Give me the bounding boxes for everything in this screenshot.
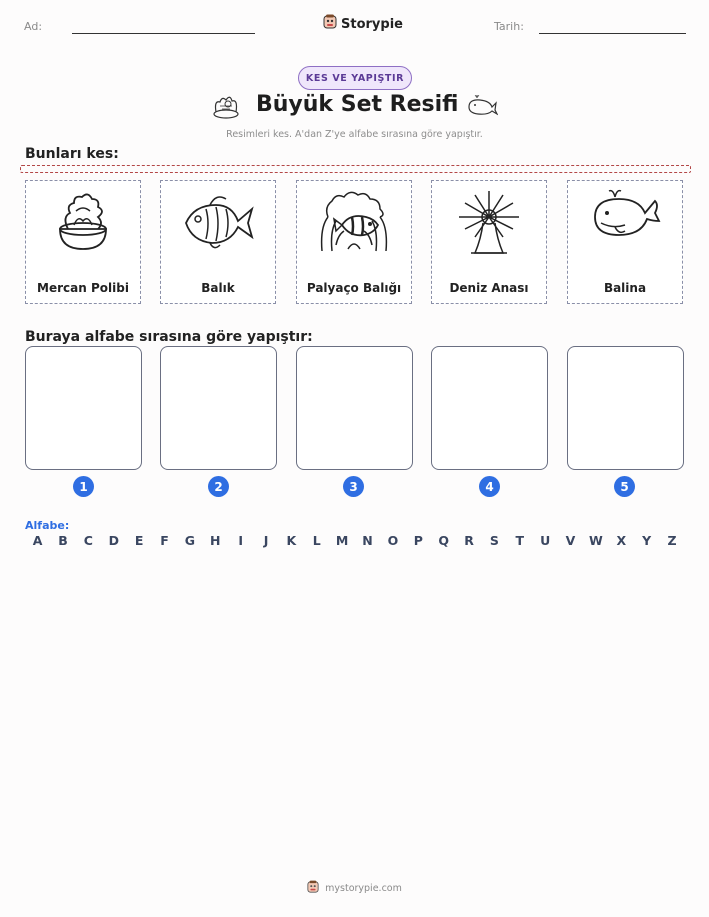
alphabet-letter: B <box>58 533 68 548</box>
card-label-fish: Balık <box>201 281 235 295</box>
alphabet-letter: Z <box>667 533 677 548</box>
date-label: Tarih: <box>494 20 524 33</box>
slot-number-4: 4 <box>479 476 500 497</box>
alphabet-letter: P <box>413 533 423 548</box>
alphabet-letter: V <box>565 533 576 548</box>
alphabet-letter: D <box>108 533 119 548</box>
paste-slot-4[interactable] <box>431 346 548 470</box>
card-label-sea-anemone: Deniz Anası <box>449 281 529 295</box>
page-title: Büyük Set Resifi <box>256 92 459 117</box>
alphabet-letter: G <box>184 533 196 548</box>
coral-decoration-icon <box>210 92 242 124</box>
paste-slot-2[interactable] <box>160 346 277 470</box>
alphabet-letter: U <box>540 533 551 548</box>
cut-card-fish[interactable] <box>160 180 276 304</box>
alphabet-letter: S <box>489 533 499 548</box>
slot-number-5: 5 <box>614 476 635 497</box>
card-label-whale: Balina <box>603 281 647 295</box>
cut-card-whale[interactable] <box>567 180 683 304</box>
alphabet-letter: R <box>464 533 474 548</box>
whale-decoration-icon <box>466 95 498 121</box>
paste-slot-5[interactable] <box>567 346 684 470</box>
alphabet-letter: A <box>32 533 43 548</box>
activity-badge: KES VE YAPIŞTIR <box>298 66 412 90</box>
alphabet-letter: J <box>263 533 269 548</box>
storypie-footer-logo-icon <box>307 880 319 897</box>
cut-card-clownfish[interactable] <box>296 180 412 304</box>
alphabet-heading: Alfabe: <box>25 519 70 532</box>
alphabet-letter: I <box>238 533 243 548</box>
alphabet-letter: E <box>134 533 144 548</box>
brand-name: Storypie <box>341 16 403 32</box>
alphabet-letter: C <box>83 533 93 548</box>
alphabet-letter: W <box>589 533 603 548</box>
alphabet-letter: T <box>515 533 525 548</box>
footer-site[interactable]: mystorypie.com <box>325 883 402 894</box>
instructions: Resimleri kes. A'dan Z'ye alfabe sırasına göre yapıştır. <box>226 129 483 140</box>
cut-card-sea-anemone[interactable] <box>431 180 547 304</box>
alphabet-letter: Y <box>642 533 652 548</box>
alphabet-letter: M <box>335 533 349 548</box>
footer <box>0 880 709 897</box>
paste-slot-3[interactable] <box>296 346 413 470</box>
slot-number-1: 1 <box>73 476 94 497</box>
alphabet-letter: Q <box>438 533 449 548</box>
name-line[interactable] <box>72 33 255 34</box>
slot-number-2: 2 <box>208 476 229 497</box>
alphabet-letter: N <box>362 533 373 548</box>
cut-line <box>20 165 691 173</box>
paste-slot-1[interactable] <box>25 346 142 470</box>
alphabet-letter: H <box>210 533 221 548</box>
card-label-clownfish: Palyaço Balığı <box>306 281 402 295</box>
cut-card-coral-polyp[interactable] <box>25 180 141 304</box>
alphabet-letter: K <box>286 533 297 548</box>
brand-logo <box>323 14 403 34</box>
name-label: Ad: <box>24 20 43 33</box>
alphabet-letter: X <box>616 533 627 548</box>
alphabet-letter: L <box>312 533 321 548</box>
alphabet-row <box>25 533 685 549</box>
alphabet-letter: O <box>387 533 399 548</box>
card-label-coral-polyp: Mercan Polibi <box>37 281 129 295</box>
paste-section-heading: Buraya alfabe sırasına göre yapıştır: <box>25 329 313 345</box>
alphabet-letter: F <box>160 533 169 548</box>
date-line[interactable] <box>539 33 686 34</box>
slot-number-3: 3 <box>343 476 364 497</box>
storypie-logo-icon <box>323 14 337 34</box>
cut-section-heading: Bunları kes: <box>25 146 119 162</box>
